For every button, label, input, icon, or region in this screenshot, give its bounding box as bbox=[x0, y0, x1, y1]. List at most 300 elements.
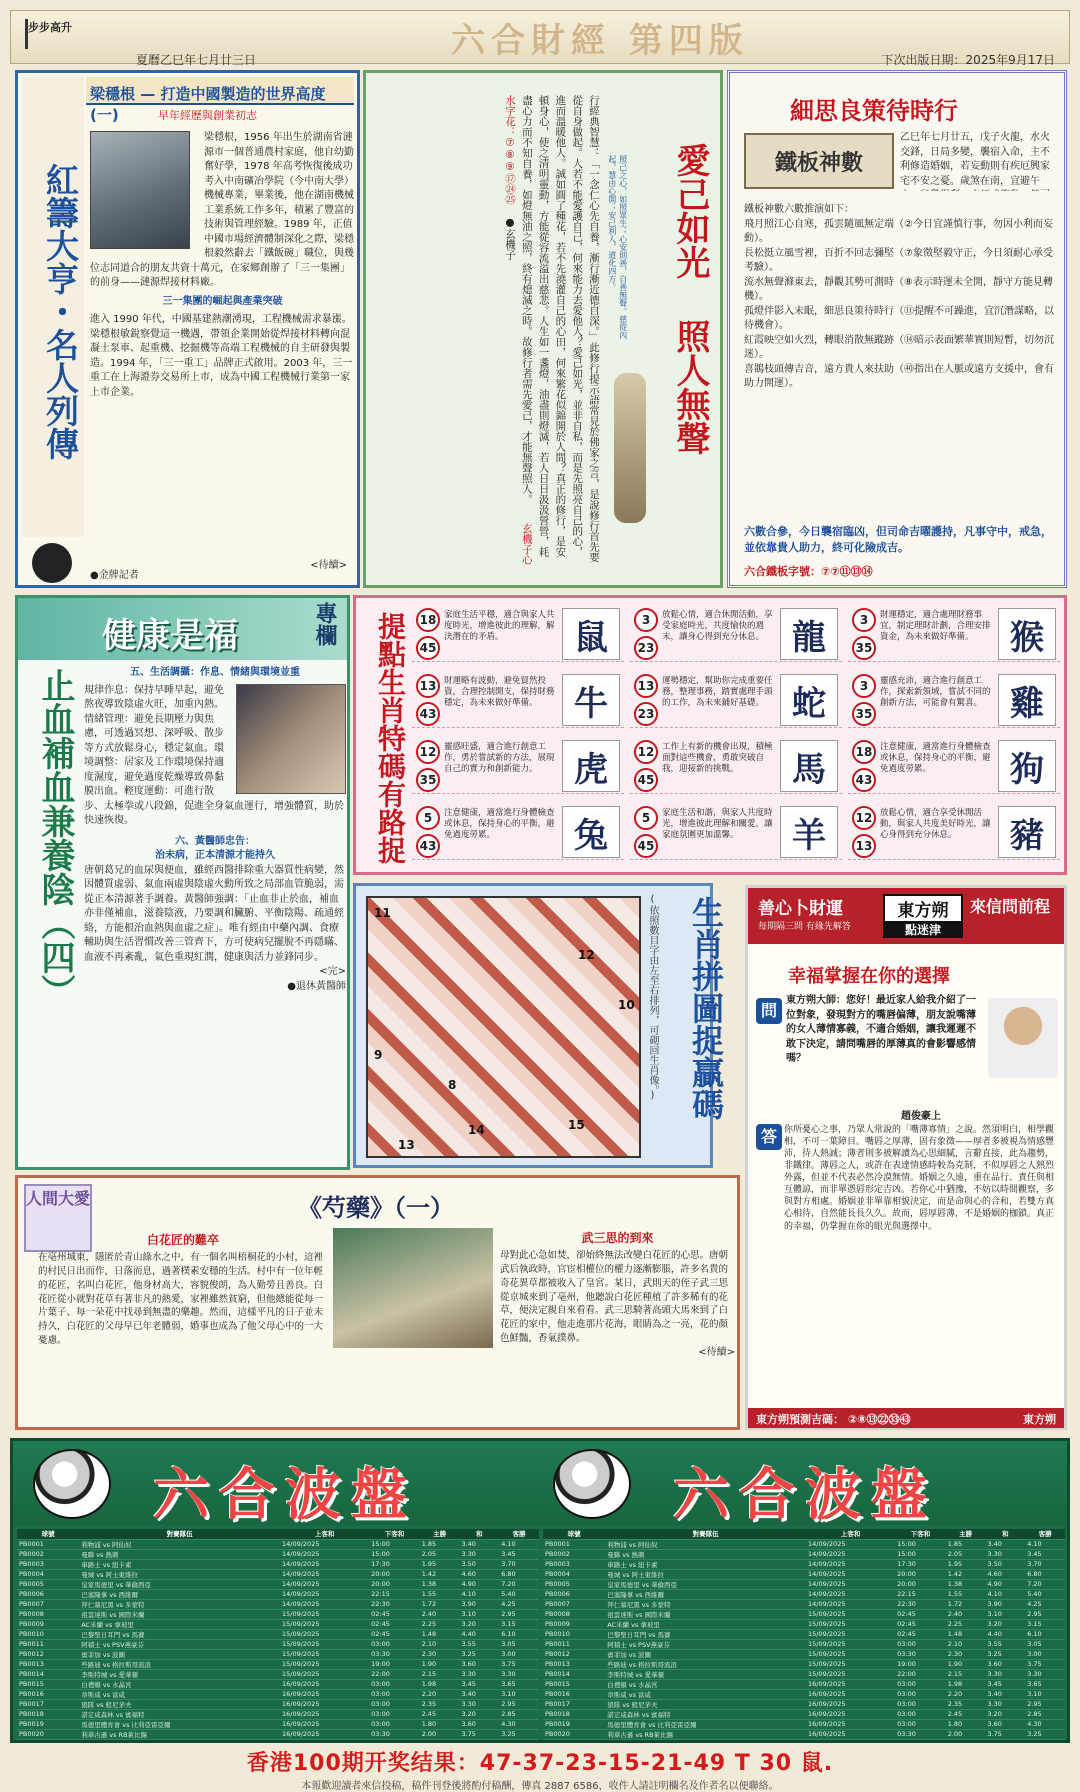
table-cell: PB0011 bbox=[17, 1639, 79, 1649]
zodiac-glyph: 馬 bbox=[780, 740, 838, 792]
table-cell: 15/09/2025 bbox=[806, 1649, 895, 1659]
table-cell: 3.10 bbox=[985, 1609, 1025, 1619]
table-row bbox=[543, 1689, 1065, 1699]
table-cell: PB0010 bbox=[17, 1629, 79, 1639]
table-cell: 4.10 bbox=[459, 1589, 499, 1599]
table-cell: 17:30 bbox=[895, 1559, 946, 1569]
table-cell: 3.40 bbox=[985, 1689, 1025, 1699]
letter-question: 東方朔大師：您好！最近家人給我介紹了一位對象，發現對方的嘴唇偏薄，朋友說嘴薄的女人薄情寡義，不適合婚姻，讓我遲遲不敢下決定，請問嘴唇的厚薄真的會影響感情嗎？ bbox=[786, 995, 976, 1064]
table-row bbox=[17, 1539, 539, 1549]
table-cell: 3.30 bbox=[985, 1669, 1025, 1679]
table-cell: 15:00 bbox=[895, 1549, 946, 1559]
table-cell: 3.55 bbox=[459, 1639, 499, 1649]
table-cell: 15:00 bbox=[369, 1539, 420, 1549]
table-cell: 03:00 bbox=[369, 1709, 420, 1719]
table-row bbox=[17, 1589, 539, 1599]
table-cell: 6.10 bbox=[1025, 1629, 1065, 1639]
table-row bbox=[543, 1619, 1065, 1629]
table-cell: 03:00 bbox=[895, 1699, 946, 1709]
table-row bbox=[17, 1559, 539, 1569]
football-icon bbox=[553, 1449, 631, 1519]
table-cell: 皇家馬德里 vs 華倫西亞 bbox=[79, 1579, 280, 1589]
table-row bbox=[543, 1629, 1065, 1639]
table-cell: 3.60 bbox=[985, 1719, 1025, 1729]
table-cell: 14/09/2025 bbox=[806, 1579, 895, 1589]
zodiac-desc: 家庭生活和諧，與家人共度時光，增進彼此理解和關愛，讓家庭氛圍更加溫馨。 bbox=[662, 808, 773, 841]
zodiac-desc: 財運略有波動，避免貿然投資，合理控制開支，保持財務穩定，為未來做好準備。 bbox=[444, 676, 555, 709]
table-cell: 狼隊 vs 般尼茅夫 bbox=[605, 1699, 806, 1709]
table-row bbox=[17, 1649, 539, 1659]
table-cell: PB0016 bbox=[17, 1689, 79, 1699]
zodiac-glyph: 龍 bbox=[780, 608, 838, 660]
table-cell: 諾定咸森林 vs 賓福特 bbox=[605, 1709, 806, 1719]
table-cell: 4.30 bbox=[499, 1719, 539, 1729]
letters-header-mid-title: 東方朔 bbox=[897, 901, 949, 921]
table-cell: 3.45 bbox=[459, 1679, 499, 1689]
table-cell: 利物浦 vs 阿仙奴 bbox=[605, 1539, 806, 1549]
table-cell: 16/09/2025 bbox=[806, 1699, 895, 1709]
table-cell: 2.05 bbox=[946, 1549, 986, 1559]
letter-answer bbox=[784, 1110, 1058, 1233]
table-cell: 03:00 bbox=[369, 1679, 420, 1689]
table-cell: 02:45 bbox=[895, 1629, 946, 1639]
zodiac-cell bbox=[412, 804, 624, 860]
figurine-image bbox=[614, 373, 646, 523]
puzzle-grid bbox=[366, 896, 641, 1158]
table-cell: 2.95 bbox=[499, 1699, 539, 1709]
table-cell: 4.90 bbox=[985, 1579, 1025, 1589]
table-cell: 3.90 bbox=[459, 1599, 499, 1609]
column-header: 下客和 bbox=[369, 1529, 420, 1539]
table-cell: PB0007 bbox=[17, 1599, 79, 1609]
table-cell: 1.95 bbox=[946, 1559, 986, 1569]
table-cell: 2.85 bbox=[499, 1709, 539, 1719]
zodiac-cell bbox=[848, 672, 1060, 728]
lunar-date: 夏曆乙巳年七月廿三日 bbox=[136, 53, 257, 67]
table-row bbox=[17, 1659, 539, 1669]
table-cell: 15/09/2025 bbox=[806, 1659, 895, 1669]
table-cell: PB0012 bbox=[543, 1649, 605, 1659]
table-row bbox=[543, 1679, 1065, 1689]
column-header: 客勝 bbox=[1025, 1529, 1065, 1539]
zodiac-glyph: 豬 bbox=[998, 806, 1056, 858]
table-row bbox=[543, 1639, 1065, 1649]
story-continued: <待續> bbox=[698, 1346, 735, 1358]
table-row bbox=[17, 1669, 539, 1679]
table-cell: 3.60 bbox=[459, 1659, 499, 1669]
letters-header-left bbox=[758, 894, 851, 932]
puzzle-number: 12 bbox=[578, 948, 595, 962]
table-row bbox=[543, 1549, 1065, 1559]
health-side-title: 止血補血兼養陰（四） bbox=[35, 668, 75, 1008]
column-header: 主勝 bbox=[946, 1529, 986, 1539]
story-section-1: 白花匠的難卒 bbox=[146, 1233, 219, 1247]
table-cell: 20:00 bbox=[895, 1579, 946, 1589]
table-cell: 4.10 bbox=[985, 1589, 1025, 1599]
table-cell: 3.65 bbox=[499, 1679, 539, 1689]
column-header: 客勝 bbox=[499, 1529, 539, 1539]
table-cell: 4.60 bbox=[459, 1569, 499, 1579]
table-cell: 1.48 bbox=[946, 1629, 986, 1639]
table-row bbox=[17, 1729, 539, 1739]
meditation-numbers: 玄機子心水字花：⑦⑧⑨⑰㉔㉕ bbox=[504, 95, 533, 565]
table-cell: 14/09/2025 bbox=[806, 1559, 895, 1569]
table-cell: PB0001 bbox=[17, 1539, 79, 1549]
zodiac-number: 12 bbox=[416, 740, 440, 764]
table-cell: 3.30 bbox=[985, 1699, 1025, 1709]
zodiac-glyph: 蛇 bbox=[780, 674, 838, 726]
table-row bbox=[543, 1559, 1065, 1569]
table-cell: 22:15 bbox=[895, 1589, 946, 1599]
fortune-line: 飛月照江心自寒，孤雲隨風無定端（②今日宜謹慎行事，勿因小利而妄動）。 bbox=[744, 218, 1053, 244]
health-column bbox=[15, 595, 350, 1170]
table-row bbox=[543, 1579, 1065, 1589]
table-cell: 15/09/2025 bbox=[806, 1639, 895, 1649]
table-cell: 14/09/2025 bbox=[806, 1549, 895, 1559]
table-row bbox=[543, 1599, 1065, 1609]
health-column-label: 專欄 bbox=[312, 602, 337, 646]
biography-side-title: 紅籌大亨・名人列傳 bbox=[22, 77, 84, 537]
meditation-poem: 照己之心，如照眾生；心安則善，自善無聲。慈從內起，慧由心開；安己利人，道化四方。 bbox=[607, 155, 628, 339]
table-row bbox=[17, 1549, 539, 1559]
table-row bbox=[17, 1619, 539, 1629]
table-row bbox=[543, 1609, 1065, 1619]
zodiac-glyph: 羊 bbox=[780, 806, 838, 858]
table-cell: 馬德里體育會 vs 比利亞雷亞爾 bbox=[605, 1719, 806, 1729]
portrait-photo bbox=[90, 131, 190, 249]
table-cell: 4.40 bbox=[985, 1629, 1025, 1639]
table-cell: 2.20 bbox=[420, 1689, 460, 1699]
answer-badge: 答 bbox=[756, 1124, 782, 1150]
fortune-line: 鐵板神數六數推演如下： bbox=[744, 204, 854, 215]
table-cell: 李斯特城 vs 愛華頓 bbox=[605, 1669, 806, 1679]
table-cell: 3.10 bbox=[499, 1689, 539, 1699]
table-cell: 3.30 bbox=[459, 1549, 499, 1559]
story-column-2 bbox=[500, 1228, 735, 1360]
fortune-intro: 乙巳年七月廿五，戊子火龍，水火交鋒，日局多變，襲宿入命，主不利修造婚姻，若妄動則有疾厄興家宅不安之憂。歲煞在南，宜避午 bbox=[900, 132, 1050, 187]
table-cell: 白禮頓 vs 水晶宮 bbox=[605, 1679, 806, 1689]
fortune-title: 細思良策待時行 bbox=[790, 96, 958, 125]
puzzle-number: 15 bbox=[568, 1118, 585, 1132]
zodiac-number: 5 bbox=[634, 806, 658, 830]
zodiac-cell bbox=[630, 606, 842, 662]
table-cell: 16/09/2025 bbox=[280, 1689, 369, 1699]
table-cell: 祖雲達斯 vs 國際米蘭 bbox=[79, 1609, 280, 1619]
table-cell: 阿積士 vs PSV燕豪芬 bbox=[605, 1639, 806, 1649]
table-cell: 5.40 bbox=[1025, 1589, 1065, 1599]
zodiac-desc: 運勢穩定，幫助你完成重要任務，整理事務，踏實處理手頭的工作，為未來鋪好基礎。 bbox=[662, 676, 773, 709]
table-cell: 17:30 bbox=[369, 1559, 420, 1569]
table-cell: 1.85 bbox=[420, 1539, 460, 1549]
table-cell: PB0012 bbox=[17, 1649, 79, 1659]
predict-sign: 東方朔 bbox=[1023, 1413, 1056, 1426]
table-cell: PB0014 bbox=[543, 1669, 605, 1679]
table-cell: PB0018 bbox=[17, 1709, 79, 1719]
betting-board bbox=[10, 1438, 1070, 1743]
puzzle-number: 8 bbox=[448, 1078, 457, 1092]
table-cell: 02:45 bbox=[369, 1609, 420, 1619]
table-cell: PB0016 bbox=[543, 1689, 605, 1699]
zodiac-desc: 財運穩定，適合處理財務事宜，制定理財計劃，合理安排資金，為未來做好準備。 bbox=[880, 610, 991, 643]
table-cell: 3.20 bbox=[985, 1619, 1025, 1629]
table-cell: 15/09/2025 bbox=[806, 1669, 895, 1679]
table-cell: 2.10 bbox=[946, 1639, 986, 1649]
table-cell: 15:00 bbox=[369, 1549, 420, 1559]
table-cell: 3.15 bbox=[1025, 1619, 1065, 1629]
letters-header-mid bbox=[883, 894, 963, 938]
table-cell: 2.95 bbox=[499, 1609, 539, 1619]
section-heading-2: 三一集團的崛起與產業突破 bbox=[162, 295, 283, 307]
table-cell: 14/09/2025 bbox=[806, 1569, 895, 1579]
author-portrait bbox=[988, 998, 1058, 1078]
predict-bar bbox=[748, 1408, 1064, 1428]
zodiac-cell bbox=[848, 804, 1060, 860]
table-cell: 16/09/2025 bbox=[280, 1709, 369, 1719]
table-cell: 1.98 bbox=[420, 1679, 460, 1689]
table-cell: 14/09/2025 bbox=[806, 1589, 895, 1599]
puzzle-number: 14 bbox=[468, 1123, 485, 1137]
zodiac-number: 35 bbox=[852, 702, 876, 726]
table-cell: PB0013 bbox=[17, 1659, 79, 1669]
table-cell: 3.15 bbox=[499, 1619, 539, 1629]
health-paragraph-1: 規律作息：保持早睡早起，避免熬夜導致陰虛火旺，加重內熱。情緒管理：避免長期壓力與焦慮，可透過冥想、深呼吸、散步等方式放鬆身心，穩定氣血。環境調整：居家及工作環境保持適度濕度，避免過度乾燥導致鼻黏膜出血。輕度運動：可進行散步、太極拳或八段錦，促進全身氣血運行，增強體質，助於快速恢復。 bbox=[84, 684, 344, 826]
table-cell: PB0009 bbox=[543, 1619, 605, 1629]
abacus-image: 鐵板神數 bbox=[744, 133, 894, 189]
zodiac-cell bbox=[848, 606, 1060, 662]
table-cell: 14/09/2025 bbox=[280, 1559, 369, 1569]
table-cell: 馬德里體育會 vs 比利亞雷亞爾 bbox=[79, 1719, 280, 1729]
story-paragraph-1: 在亳州城東，隱匿於青山綠水之中，有一個名叫梧桐花的小村，這裡的村民日出而作，日落而息，過著樸素安穩的生活。村中有一位年輕的花匠，名叫白花匠，他身材高大，容貌俊朗，為人勤勞且善良。白花匠從小就對花草有著非凡的熱愛，家裡雖然貧窮，但他總能從每一片葉子、每一朵花中找尋到無盡的樂趣。然而，這樣平凡的日子並未持久，白花匠的父母早已年老體弱，婚事也成為了他父母心中的一大憂慮。 bbox=[38, 1252, 324, 1346]
story-column-1 bbox=[38, 1230, 328, 1348]
column-header: 主勝 bbox=[420, 1529, 460, 1539]
table-cell: 2.20 bbox=[946, 1689, 986, 1699]
health-heading-2: 六、黃醫師忠告： bbox=[175, 835, 255, 847]
table-cell: 3.30 bbox=[499, 1669, 539, 1679]
table-cell: 2.05 bbox=[420, 1549, 460, 1559]
table-cell: AC米蘭 vs 拿玻里 bbox=[605, 1619, 806, 1629]
puzzle-title: 生肖拼圖捉贏碼 bbox=[687, 896, 725, 1120]
table-cell: 1.72 bbox=[420, 1599, 460, 1609]
table-cell: 3.70 bbox=[1025, 1559, 1065, 1569]
table-cell: 2.15 bbox=[420, 1669, 460, 1679]
table-cell: 3.40 bbox=[459, 1689, 499, 1699]
table-cell: 巴黎聖日耳門 vs 馬賽 bbox=[79, 1629, 280, 1639]
table-cell: 3.25 bbox=[1025, 1729, 1065, 1739]
table-cell: 1.42 bbox=[420, 1569, 460, 1579]
letter-answer-head: 趙俊豪上 bbox=[901, 1111, 941, 1122]
fortune-line: 紅霞映空如火烈，轉眼消散無蹤跡（⑭暗示表面繁華實則短暫，切勿沉迷）。 bbox=[744, 334, 1054, 360]
table-cell: 16/09/2025 bbox=[806, 1709, 895, 1719]
header-logo: 步步高升 bbox=[25, 19, 115, 49]
fortune-line: 喜鵲枝頭傳吉音，遠方貴人來扶助（㊵指出在人脈或遠方支援中，會有助力開運）。 bbox=[744, 363, 1054, 389]
table-cell: 阿積士 vs PSV燕豪芬 bbox=[79, 1639, 280, 1649]
zodiac-cell bbox=[630, 804, 842, 860]
table-cell: 2.30 bbox=[420, 1649, 460, 1659]
table-cell: 1.55 bbox=[420, 1589, 460, 1599]
table-cell: 16/09/2025 bbox=[280, 1699, 369, 1709]
table-cell: 15/09/2025 bbox=[806, 1629, 895, 1639]
zodiac-number: 5 bbox=[416, 806, 440, 830]
table-cell: 1.38 bbox=[420, 1579, 460, 1589]
health-author: ●退休黃醫師 bbox=[287, 980, 346, 992]
table-cell: 2.25 bbox=[946, 1619, 986, 1629]
puzzle-number: 11 bbox=[374, 906, 391, 920]
story-section-2: 武三思的到來 bbox=[581, 1231, 654, 1245]
table-cell: 15/09/2025 bbox=[280, 1639, 369, 1649]
letters-header-mid-sub: 點迷津 bbox=[885, 921, 961, 938]
table-header-row bbox=[17, 1529, 539, 1539]
table-cell: 3.00 bbox=[1025, 1649, 1065, 1659]
zodiac-glyph: 鼠 bbox=[562, 608, 620, 660]
zodiac-cell bbox=[412, 738, 624, 794]
table-cell: 03:00 bbox=[369, 1719, 420, 1729]
table-cell: 3.45 bbox=[499, 1549, 539, 1559]
table-cell: 4.25 bbox=[499, 1599, 539, 1609]
fortune-code: 六合鐵板字號：⑦⑦⑪⑬⑭ bbox=[744, 565, 873, 578]
table-cell: PB0020 bbox=[543, 1729, 605, 1739]
table-cell: PB0003 bbox=[17, 1559, 79, 1569]
table-cell: PB0008 bbox=[543, 1609, 605, 1619]
table-cell: 白禮頓 vs 水晶宮 bbox=[79, 1679, 280, 1689]
table-cell: 19:00 bbox=[895, 1659, 946, 1669]
submission-note: 本報歡迎讀者來信投稿，稿件刊登後將酌付稿酬，傳真 2887 6586，收件人請註明欄名及作者名以便聯絡。 bbox=[301, 1781, 779, 1792]
table-row bbox=[17, 1569, 539, 1579]
table-cell: 3.25 bbox=[985, 1649, 1025, 1659]
table-cell: 4.60 bbox=[985, 1569, 1025, 1579]
health-banner bbox=[18, 598, 347, 660]
table-cell: PB0011 bbox=[543, 1639, 605, 1649]
zodiac-number: 43 bbox=[416, 834, 440, 858]
betting-title-right: 六合波盤 bbox=[673, 1462, 937, 1528]
table-row bbox=[17, 1709, 539, 1719]
table-cell: 巴黎聖日耳門 vs 馬賽 bbox=[605, 1629, 806, 1639]
table-row bbox=[17, 1719, 539, 1729]
column-header: 對賽隊伍 bbox=[605, 1529, 806, 1539]
column-header: 上客和 bbox=[806, 1529, 895, 1539]
table-cell: 賓菲加 vs 波圖 bbox=[605, 1649, 806, 1659]
zodiac-glyph: 雞 bbox=[998, 674, 1056, 726]
table-cell: 諾定咸森林 vs 賓福特 bbox=[79, 1709, 280, 1719]
table-cell: 3.40 bbox=[985, 1539, 1025, 1549]
table-cell: AC米蘭 vs 拿玻里 bbox=[79, 1619, 280, 1629]
health-heading-2b: 治未病，正本清源才能持久 bbox=[155, 850, 275, 861]
puzzle-note: (依照數目字由左至右排列，可砌回生肖像。) bbox=[647, 894, 658, 1101]
table-cell: 曼城 vs 阿士東維拉 bbox=[79, 1569, 280, 1579]
table-cell: 曼聯 vs 熱刺 bbox=[79, 1549, 280, 1559]
table-cell: 2.35 bbox=[420, 1699, 460, 1709]
table-cell: 6.80 bbox=[1025, 1569, 1065, 1579]
table-cell: 3.00 bbox=[499, 1649, 539, 1659]
health-continued: <完> bbox=[319, 966, 346, 977]
table-cell: 03:00 bbox=[369, 1689, 420, 1699]
health-body bbox=[84, 666, 346, 994]
table-cell: 16/09/2025 bbox=[280, 1729, 369, 1739]
table-cell: 利華古遜 vs RB萊比錫 bbox=[605, 1729, 806, 1739]
zodiac-glyph: 牛 bbox=[562, 674, 620, 726]
table-cell: 2.10 bbox=[420, 1639, 460, 1649]
table-row bbox=[17, 1679, 539, 1689]
table-cell: 14/09/2025 bbox=[280, 1599, 369, 1609]
table-cell: PB0018 bbox=[543, 1709, 605, 1719]
table-cell: 巴塞隆拿 vs 西維爾 bbox=[605, 1589, 806, 1599]
zodiac-puzzle bbox=[353, 883, 725, 1168]
table-cell: 曼城 vs 阿士東維拉 bbox=[605, 1569, 806, 1579]
section-heading-1: 早年經歷與創業初志 bbox=[158, 109, 257, 122]
table-cell: 03:00 bbox=[895, 1689, 946, 1699]
page-header bbox=[10, 10, 1070, 67]
table-cell: 20:00 bbox=[369, 1569, 420, 1579]
continued-label: <待續> bbox=[310, 560, 347, 571]
table-cell: 3.05 bbox=[1025, 1639, 1065, 1649]
table-cell: 1.98 bbox=[946, 1679, 986, 1689]
table-cell: 4.10 bbox=[1025, 1539, 1065, 1549]
yoga-photo bbox=[236, 684, 346, 794]
zodiac-number: 43 bbox=[416, 702, 440, 726]
table-row bbox=[17, 1579, 539, 1589]
column-header: 上客和 bbox=[280, 1529, 369, 1539]
meditation-text: 行經典智慧：「一念仁心先自養，漸行漸近德自深。」此修行提示語常見於佛家之言，是說修行首先要從自身做起。人若不能愛護自己，何來能力去愛他人？愛己如光，並非自私，而是先照亮自己的心，進而溫暖他人。誠如圓了種花，若不先澆灌自己的心田，何來繁花似錦開於人間？真正的修行，是安頓身心，使之清明靈動，方能從容流溢出慈悲。人生如一盞燈，油盡則燈滅，若人日日汲汲營營，耗盡心力而不知自養，如燈無油之照，終有熄滅之時。故修行者需先愛己，才能無聲照人。 bbox=[520, 95, 600, 563]
table-row bbox=[543, 1569, 1065, 1579]
table-cell: 2.40 bbox=[420, 1609, 460, 1619]
table-cell: 15:00 bbox=[895, 1539, 946, 1549]
table-cell: 3.40 bbox=[459, 1539, 499, 1549]
table-cell: 2.85 bbox=[1025, 1709, 1065, 1719]
table-cell: PB0010 bbox=[543, 1629, 605, 1639]
table-cell: 22:00 bbox=[369, 1669, 420, 1679]
table-cell: 1.38 bbox=[946, 1579, 986, 1589]
table-cell: 03:30 bbox=[369, 1729, 420, 1739]
table-cell: PB0005 bbox=[17, 1579, 79, 1589]
table-cell: PB0003 bbox=[543, 1559, 605, 1569]
table-cell: 02:45 bbox=[895, 1619, 946, 1629]
table-cell: 7.20 bbox=[1025, 1579, 1065, 1589]
table-cell: PB0015 bbox=[543, 1679, 605, 1689]
table-cell: 6.10 bbox=[499, 1629, 539, 1639]
zodiac-number: 23 bbox=[634, 636, 658, 660]
zodiac-number: 18 bbox=[416, 608, 440, 632]
biography-body bbox=[90, 123, 355, 551]
table-cell: PB0008 bbox=[17, 1609, 79, 1619]
page-title: 六合財經 第四版 bbox=[451, 21, 749, 61]
table-cell: 1.80 bbox=[420, 1719, 460, 1729]
biography-paragraph-1: 梁穩根，1956 年出生於湖南省漣源市一個普通農村家庭，他自幼勤奮好學，1978 年高考恢復後成功考入中南礦冶學院（今中南大學）機械專業，畢業後，他在湖南機械工業系統工作多年，積累了豐富的技術與管理經驗。1989 年，正值中國市場經濟體制深化之際，梁穩根毅然辭去「鐵飯碗」職位，與幾位志同道合的朋友共資十萬元，在家鄉創辦了「三一集團」的前身——漣源焊接材料廠。 bbox=[90, 132, 354, 288]
table-cell: 1.95 bbox=[420, 1559, 460, 1569]
table-cell: PB0017 bbox=[17, 1699, 79, 1709]
column-header: 和 bbox=[459, 1529, 499, 1539]
table-cell: 22:30 bbox=[369, 1599, 420, 1609]
table-cell: PB0004 bbox=[543, 1569, 605, 1579]
letters-column bbox=[745, 885, 1067, 1430]
fortune-line: 孤燈伴影入未眠，細思良策待時行（⑪提醒不可躁進，宜沉潛謀略，以待機會）。 bbox=[744, 305, 1054, 331]
table-cell: 2.15 bbox=[946, 1669, 986, 1679]
story-paragraph-2: 母對此心急如焚，卻始終無法改變白花匠的心思。唐朝武后執政時，官宦相權位的權力逐漸膨脹，許多名貴的奇花異草都被收入了皇宮。某日，武則天的侄子武三思從京城來到了亳州，他聽說白花匠種植了許多稀有的花草，便決定親自來看看。武三思騎著高頭大馬來到了白花匠的家中，他走進那片花海，眼睛為之一亮，花的顏色鮮豔，香氣撲鼻。 bbox=[500, 1250, 729, 1344]
story-article bbox=[15, 1175, 740, 1430]
table-cell: 2.95 bbox=[1025, 1609, 1065, 1619]
table-cell: 03:00 bbox=[895, 1719, 946, 1729]
health-paragraph-2: 唐朝葛兄的血尿與便血，雖經西醫排除重大器質性病變，然因體質虛弱、氣血兩虛與陰虛火動所致之局部血管脆弱，需從正本清源著手調養。黃醫師強調：「止血非止於血，補血亦非僅補血，滋養陰液，乃要調和臟腑、平衡陰陽、疏通經絡，方能根治血熱與血虛之症」。唯有經由中藥內調、食療輔助與生活習慣改善三管齊下，方可使病兒擺脫不再隱瞞、血液不再紊亂，氣色重現紅潤，健康與活力並鋒同步。 bbox=[84, 864, 344, 963]
zodiac-number: 35 bbox=[416, 768, 440, 792]
table-cell: 1.55 bbox=[946, 1589, 986, 1599]
letter-answer-body: 你所憂心之事，乃眾人常說的「嘴薄寡情」之說。然須明白，相學觀相，不可一葉障目。嘴唇之厚薄，固有象徵——厚者多被視為情感豐沛，待人熱誠；薄者則多被解讀為心思細膩，言辭直接，此為趨勢，非鐵律。薄唇之人，或許在表達情感時較為克制，不似厚唇之人熱烈外露，但並不代表必然冷漠無情。婚姻之久遠，重在品行、責任與相互體諒，而非單憑唇形定吉凶。若你心中猶豫，不妨以時間觀察，多與對方相處。婚姻並非單靠相貌決定，而是命與心的合和，若雙方真心相待，自然能長長久久。故而，唇厚唇薄，不是婚姻的枷鎖。真正的幸福，仍掌握在你的眼光與選擇中。 bbox=[784, 1124, 1055, 1232]
table-cell: 3.60 bbox=[459, 1719, 499, 1729]
reporter-byline: ●金牌記者 bbox=[90, 570, 139, 581]
table-cell: 李斯特城 vs 愛華頓 bbox=[79, 1669, 280, 1679]
zodiac-desc: 注意健康，適當進行身體檢查或休息，保持身心的平衡，避免過度勞累。 bbox=[880, 742, 991, 775]
zodiac-desc: 注意健康，適當進行身體檢查或休息，保持身心的平衡，避免過度勞累。 bbox=[444, 808, 555, 841]
column-header: 下客和 bbox=[895, 1529, 946, 1539]
letters-header-left-sub: 每期隔三問 有緣先解答 bbox=[758, 922, 851, 932]
fortune-article bbox=[727, 70, 1067, 588]
